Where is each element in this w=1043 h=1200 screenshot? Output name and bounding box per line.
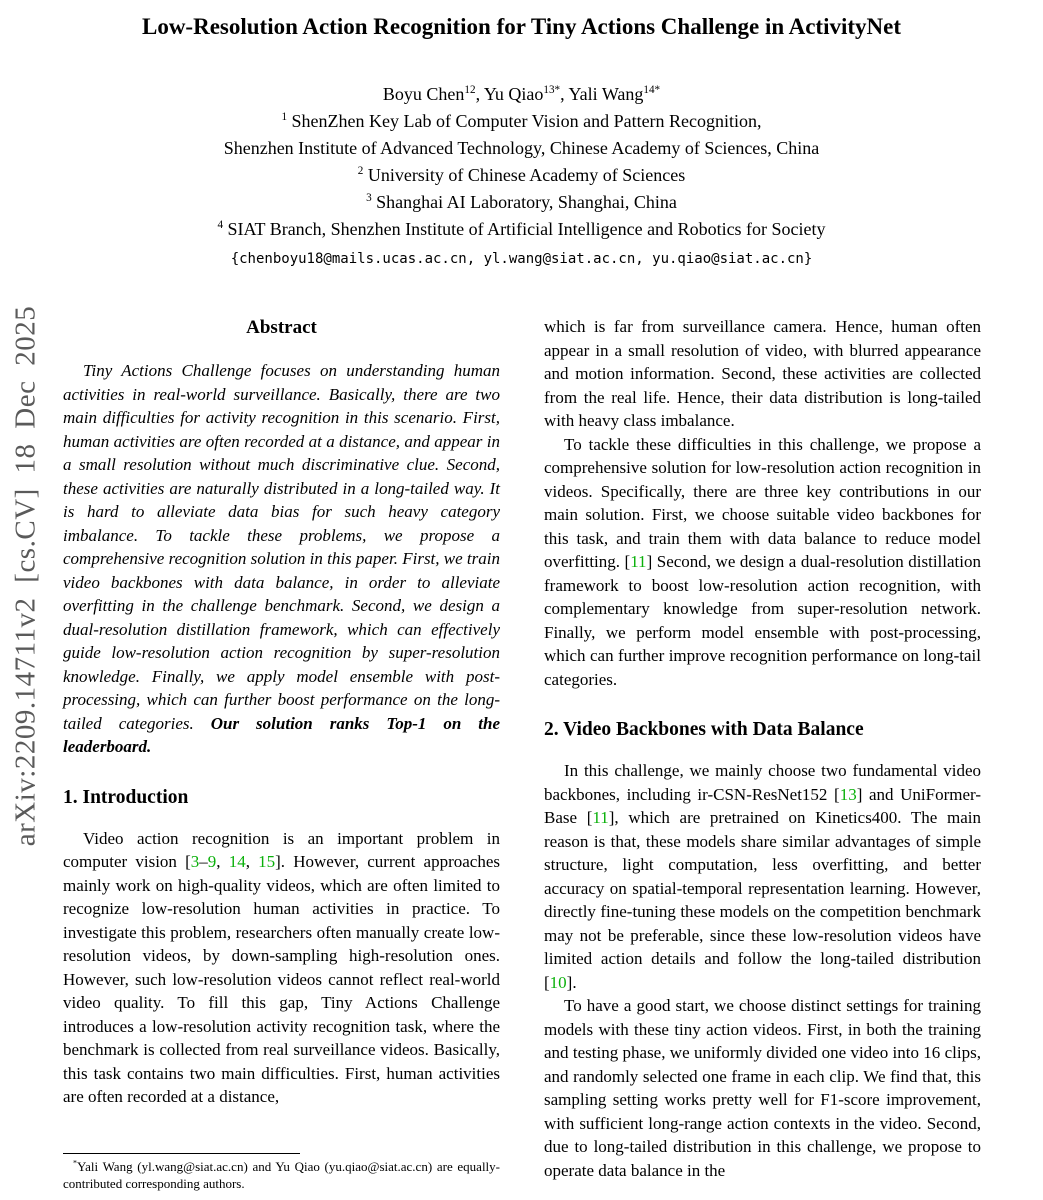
text-segment: ]. [566, 972, 577, 992]
text-segment: Boyu Chen [382, 84, 465, 104]
text-segment: SIAT Branch, Shenzhen Institute of Artificial Intelligence and Robotics for Society [223, 219, 826, 239]
introduction-paragraph [63, 827, 500, 1109]
citation-link[interactable]: 14 [228, 852, 246, 871]
footnote-text [63, 1159, 500, 1192]
text-segment: which is far from surveillance camera. Hence, human often appear in a small resolution of video, with blurred appearance and motion information. Second, these activities are collected from the real life. Hence, their data distribution is long-tailed with heavy class imbalance. [544, 317, 981, 430]
superscript: 1 [281, 111, 288, 123]
body-paragraph [544, 994, 981, 1182]
citation-link[interactable]: 15 [258, 852, 276, 871]
text-segment: ], which are pretrained on Kinetics400. The main reason is that, these models share similar advantages of simple structure, light computation, less overfitting, and better accuracy on spatial-temporal representation learning. However, directly fine-tuning these models on the competition benchmark may not be preferable, since these low-resolution videos have limited action details and follow the long-tailed distribution [ [544, 808, 981, 992]
text-segment: Shanghai AI Laboratory, Shanghai, China [371, 192, 677, 212]
superscript: 3 [366, 192, 372, 204]
text-segment: To tackle these difficulties in this challenge, we propose a comprehensive solution for low-resolution action recognition in videos. Specifically, there are three key contributions in our main solution. First, we choose suitable video backbones for this task, and train them with data balance to reduce model overfitting. [ [544, 434, 981, 571]
body-paragraph [544, 315, 981, 433]
paper-header [0, 0, 1043, 267]
affiliation-line [0, 108, 1043, 135]
paper-title: Low-Resolution Action Recognition for Tiny Actions Challenge in ActivityNet [141, 14, 902, 39]
two-column-body [63, 315, 981, 1192]
citation-link[interactable]: 11 [592, 808, 609, 827]
citation-link[interactable]: 10 [549, 972, 567, 992]
abstract-heading: Abstract [246, 317, 317, 338]
superscript: 4 [217, 219, 224, 231]
text-segment: In this challenge, we mainly choose two fundamental video backbones, including ir-CSN-ResNet152 [ [544, 761, 981, 804]
text-segment: To have a good start, we choose distinct settings for training models with these tiny action videos. First, in both the training and testing phase, we uniformly divided one video into 16 clips, and randomly selected one frame in each clip. We find that, this sampling setting works pretty well for F1-score improvement, with sufficient long-range action contexts in the video. Second, due to long-tailed distribution in this challenge, we propose to operate data balance in the [544, 996, 981, 1180]
superscript: 12 [464, 84, 476, 96]
left-column [63, 315, 500, 1192]
text-segment: ShenZhen Key Lab of Computer Vision and Pattern Recognition, [287, 111, 762, 131]
affiliation-line [0, 216, 1043, 243]
superscript: 2 [357, 165, 364, 177]
citation-link[interactable]: 11 [630, 552, 647, 571]
affiliation-line [0, 189, 1043, 216]
text-segment: Video action recognition is an important problem in computer vision [ [63, 828, 500, 871]
footnote [63, 1145, 500, 1192]
arxiv-watermark: arXiv:2209.14711v2 [cs.CV] 18 Dec 2025 [9, 305, 42, 847]
text-segment: – [199, 852, 208, 871]
authors-line [0, 84, 1043, 105]
text-segment: ] and UniFormer-Base [ [544, 784, 981, 827]
right-column [544, 315, 981, 1192]
author-emails: {chenboyu18@mails.ucas.ac.cn, yl.wang@siat.ac.cn, yu.qiao@siat.ac.cn} [230, 251, 813, 267]
section-1-heading: 1. Introduction [63, 786, 189, 808]
text-segment: Our solution ranks Top-1 on the leaderboard. [63, 713, 501, 756]
citation-link[interactable]: 13 [839, 784, 857, 804]
superscript: 13* [543, 84, 561, 96]
text-segment: , [216, 852, 229, 871]
section-2-heading: 2. Video Backbones with Data Balance [544, 719, 864, 740]
body-paragraph [544, 759, 981, 994]
citation-link[interactable]: 9 [207, 852, 217, 871]
text-segment: , Yali Wang [560, 84, 644, 104]
footnote-rule [63, 1153, 300, 1154]
text-segment: Tiny Actions Challenge focuses on understanding human activities in real-world surveillance. Basically, there are two main difficulties for activity recognition in this scenario. First, human activities are often recorded at a distance, and appear in a small resolution without much discriminative clue. Second, these activities are naturally distributed in a long-tailed way. It is hard to alleviate data bias for such heavy category imbalance. To tackle these problems, we propose a comprehensive recognition solution in this paper. First, we train video backbones with data balance, in order to alleviate overfitting in the challenge benchmark. Second, we design a dual-resolution distillation framework, which can effectively guide low-resolution action recognition by super-resolution knowledge. Finally, we apply model ensemble with post-processing, which can further boost performance on the long-tailed categories. [63, 361, 500, 733]
text-segment: , Yu Qiao [475, 84, 544, 104]
affiliations [0, 108, 1043, 243]
text-segment: ] Second, we design a dual-resolution distillation framework to boost low-resolution action recognition, with complementary knowledge from super-resolution network. Finally, we perform model ensemble with post-processing, which can further improve recognition performance on long-tail categories. [544, 552, 981, 689]
affiliation-line [0, 135, 1043, 162]
affiliation-line [0, 162, 1043, 189]
superscript: * [73, 1158, 78, 1168]
text-segment: , [245, 852, 259, 871]
text-segment: Shenzhen Institute of Advanced Technology, Chinese Academy of Sciences, China [223, 138, 820, 158]
text-segment: University of Chinese Academy of Sciences [363, 165, 686, 185]
text-segment: Yali Wang (yl.wang@siat.ac.cn) and Yu Qiao (yu.qiao@siat.ac.cn) are equally-contributed corresponding authors. [63, 1159, 500, 1191]
abstract-paragraph [63, 359, 500, 759]
citation-link[interactable]: 3 [190, 852, 200, 871]
superscript: 14* [643, 84, 661, 96]
body-paragraph [544, 433, 981, 692]
text-segment: ]. However, current approaches mainly work on high-quality videos, which are often limited to recognize low-resolution human activities in practice. To investigate this problem, researchers often manually create low-resolution videos, by down-sampling high-resolution ones. However, such low-resolution videos cannot reflect real-world video quality. To fill this gap, Tiny Actions Challenge introduces a low-resolution activity recognition task, where the benchmark is collected from real surveillance videos. Basically, this task contains two main difficulties. First, human activities are often recorded at a distance, [63, 852, 500, 1106]
